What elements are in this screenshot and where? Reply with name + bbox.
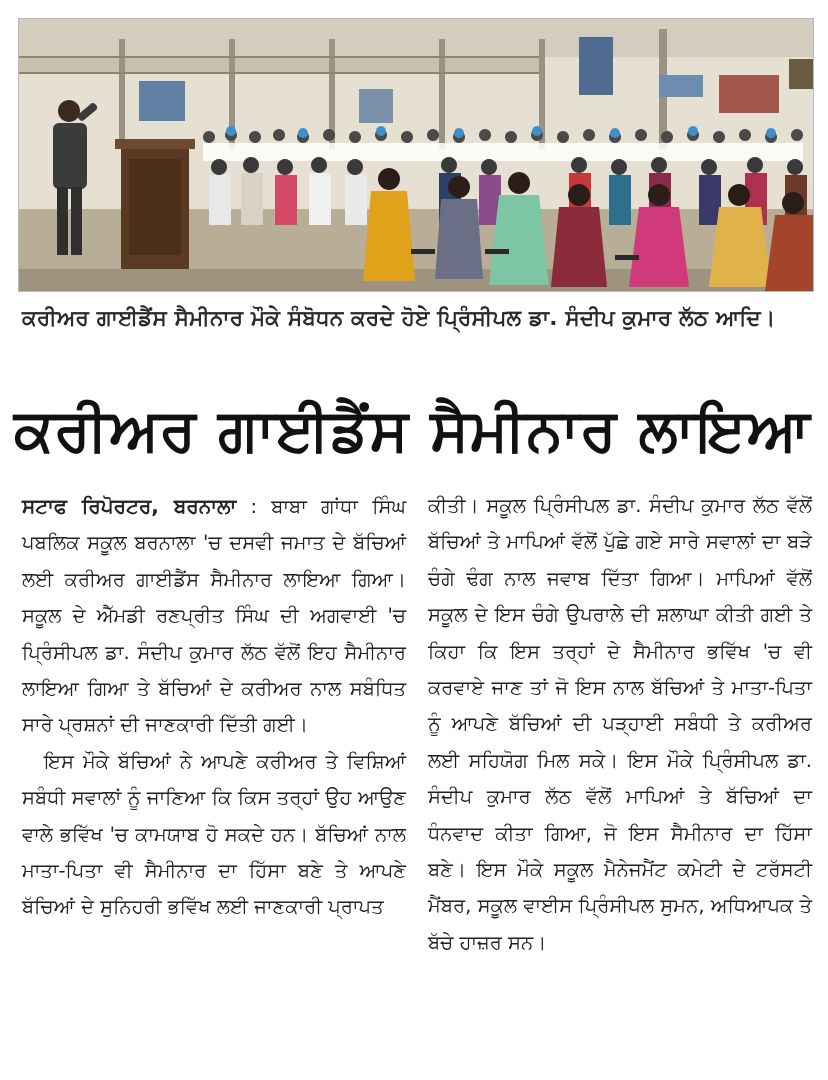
article-paragraph: ਕੀਤੀ। ਸਕੂਲ ਪ੍ਰਿੰਸੀਪਲ ਡਾ. ਸੰਦੀਪ ਕੁਮਾਰ ਲੱਠ ਵੱਲੋਂ ਬੱਚਿਆਂ ਤੇ ਮਾਪਿਆਂ ਵੱਲੋਂ ਪੁੱਛੇ ਗਏ ਸਾਰੇ ਸਵਾਲਾਂ ਦਾ ਬੜੇ ਚੰਗੇ ਢੰਗ ਨਾਲ ਜਵਾਬ ਦਿੱਤਾ ਗਿਆ। ਮਾਪਿਆਂ ਵੱਲੋਂ ਸਕੂਲ ਦੇ ਇਸ ਚੰਗੇ ਉਪਰਾਲੇ ਦੀ ਸ਼ਲਾਘਾ ਕੀਤੀ ਗਈ ਤੇ ਕਿਹਾ ਕਿ ਇਸ ਤਰ੍ਹਾਂ ਦੇ ਸੈਮੀਨਾਰ ਭਵਿੱਖ 'ਚ ਵੀ ਕਰਵਾਏ ਜਾਣ ਤਾਂ ਜੋ ਇਸ ਨਾਲ ਬੱਚਿਆਂ ਤੇ ਮਾਤਾ-ਪਿਤਾ ਨੂੰ ਆਪਣੇ ਬੱਚਿਆਂ ਦੀ ਪੜ੍ਹਾਈ ਸਬੰਧੀ ਤੇ ਕਰੀਅਰ ਲਈ ਸਹਿਯੋਗ ਮਿਲ ਸਕੇ। ਇਸ ਮੌਕੇ ਪ੍ਰਿੰਸੀਪਲ ਡਾ. ਸੰਦੀਪ ਕੁਮਾਰ ਲੱਠ ਵੱਲੋਂ ਮਾਪਿਆਂ ਤੇ ਬੱਚਿਆਂ ਦਾ ਧੰਨਵਾਦ ਕੀਤਾ ਗਿਆ, ਜੋ ਇਸ ਸੈਮੀਨਾਰ ਦਾ ਹਿੱਸਾ ਬਣੇ। ਇਸ ਮੌਕੇ ਸਕੂਲ ਮੈਨੇਜਮੈਂਟ ਕਮੇਟੀ ਦੇ ਟਰੱਸਟੀ ਮੈਂਬਰ, ਸਕੂਲ ਵਾਈਸ ਪ੍ਰਿੰਸੀਪਲ ਸੁਮਨ, ਅਧਿਆਪਕ ਤੇ ਬੱਚੇ ਹਾਜ਼ਰ ਸਨ। [428,494,812,954]
article-paragraph [22,488,406,744]
article-column-right [428,488,812,961]
article-paragraph: ਇਸ ਮੌਕੇ ਬੱਚਿਆਂ ਨੇ ਆਪਣੇ ਕਰੀਅਰ ਤੇ ਵਿਸ਼ਿਆਂ ਸਬੰਧੀ ਸਵਾਲਾਂ ਨੂੰ ਜਾਣਿਆ ਕਿ ਕਿਸ ਤਰ੍ਹਾਂ ਉਹ ਆਉਣ ਵਾਲੇ ਭਵਿੱਖ 'ਚ ਕਾਮਯਾਬ ਹੋ ਸਕਦੇ ਹਨ। ਬੱਚਿਆਂ ਨਾਲ ਮਾਤਾ-ਪਿਤਾ ਵੀ ਸੈਮੀਨਾਰ ਦਾ ਹਿੱਸਾ ਬਣੇ ਤੇ ਆਪਣੇ ਬੱਚਿਆਂ ਦੇ ਸੁਨਿਹਰੀ ਭਵਿੱਖ ਲਈ ਜਾਣਕਾਰੀ ਪ੍ਰਾਪਤ [22,749,406,919]
seminar-hall-illustration [19,19,813,291]
news-photo [18,18,814,292]
byline-separator: : [236,495,272,518]
byline: ਸਟਾਫ ਰਿਪੋਰਟਰ, ਬਰਨਾਲਾ [22,494,237,518]
paragraph-text: ਬਾਬਾ ਗਾਂਧਾ ਸਿੰਘ ਪਬਲਿਕ ਸਕੂਲ ਬਰਨਾਲਾ 'ਚ ਦਸਵੀ ਜਮਾਤ ਦੇ ਬੱਚਿਆਂ ਲਈ ਕਰੀਅਰ ਗਾਈਡੈਂਸ ਸੈਮੀਨਾਰ ਲਾਇਆ ਗਿਆ। ਸਕੂਲ ਦੇ ਐੱਮਡੀ ਰਣਪ੍ਰੀਤ ਸਿੰਘ ਦੀ ਅਗਵਾਈ 'ਚ ਪ੍ਰਿੰਸੀਪਲ ਡਾ. ਸੰਦੀਪ ਕੁਮਾਰ ਲੱਠ ਵੱਲੋਂ ਇਹ ਸੈਮੀਨਾਰ ਲਾਇਆ ਗਿਆ ਤੇ ਬੱਚਿਆਂ ਦੇ ਕਰੀਅਰ ਨਾਲ ਸਬੰਧਿਤ ਸਾਰੇ ਪ੍ਰਸ਼ਨਾਂ ਦੀ ਜਾਣਕਾਰੀ ਦਿੱਤੀ ਗਈ। [22,495,406,737]
photo-caption: ਕਰੀਅਰ ਗਾਈਡੈਂਸ ਸੈਮੀਨਾਰ ਮੌਕੇ ਸੰਬੋਧਨ ਕਰਦੇ ਹੋਏ ਪ੍ਰਿੰਸੀਪਲ ਡਾ. ਸੰਦੀਪ ਕੁਮਾਰ ਲੱਠ ਆਦਿ। [22,306,776,331]
headline: ਕਰੀਅਰ ਗਾਈਡੈਂਸ ਸੈਮੀਨਾਰ ਲਾਇਆ [14,396,811,464]
article-column-left [22,488,406,926]
podium [115,139,195,269]
